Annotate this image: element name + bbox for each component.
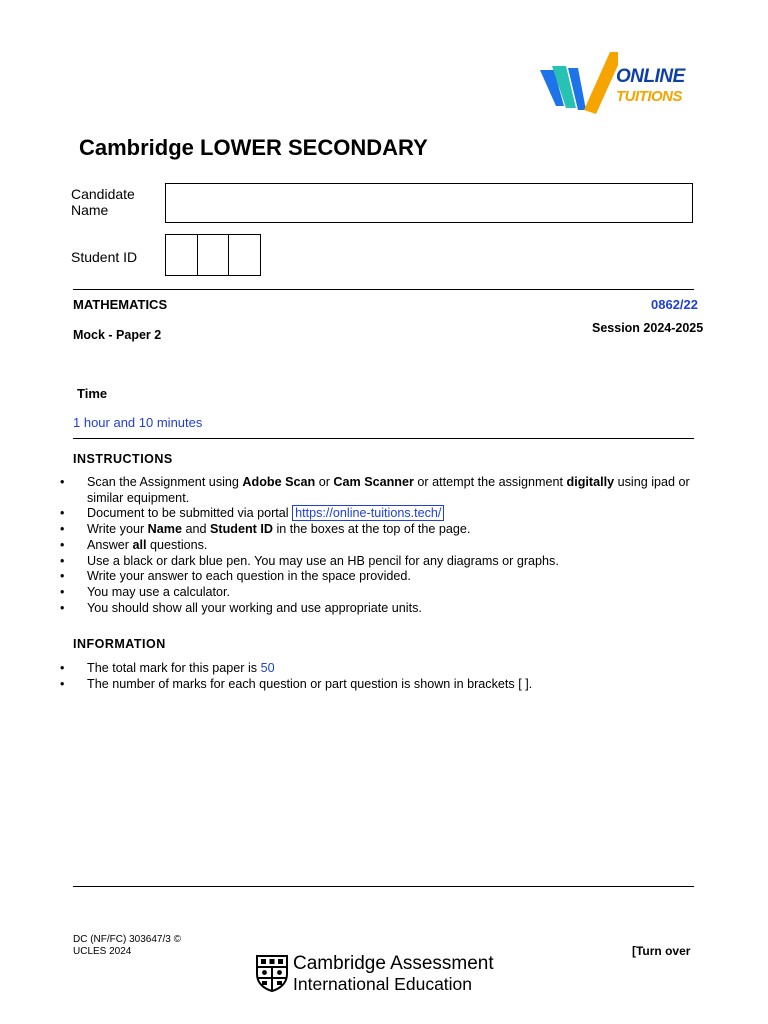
bullet: • [60,600,65,615]
bullet: • [60,584,65,599]
bullet: • [60,522,65,537]
logo-text-online: ONLINE [616,66,685,87]
instruction-bold: Name [147,522,182,537]
online-tuitions-w-icon [538,48,618,120]
instruction-text: You may use a calculator. [87,584,231,599]
instruction-text: Scan the Assignment using [87,475,243,489]
instruction-bold: Student ID [209,522,273,537]
student-id-cell[interactable] [166,235,198,275]
instruction-text: and [181,522,210,537]
list-item [60,554,700,570]
instruction-text: You should show all your working and use appropriate units. [87,600,422,615]
instruction-bold: Adobe Scan [242,475,316,489]
bullet: • [60,475,65,489]
list-item [60,661,700,677]
bullet: • [60,676,65,691]
instruction-text: in the boxes at the top of the page. [272,522,471,537]
footer-code-line2: UCLES 2024 [73,946,132,957]
footer-divider [73,886,694,887]
instruction-text: Use a black or dark blue pen. You may use an HB pencil for any diagrams or graphs. [87,553,559,568]
information-heading: INFORMATION [73,637,166,651]
instructions-heading: INSTRUCTIONS [73,452,173,466]
paper-title: Mock - Paper 2 [73,328,162,342]
bullet: • [60,537,65,552]
list-item [60,538,700,554]
information-text: The number of marks for each question or part question is shown in brackets [ ]. [87,676,533,691]
instruction-text: using ipad or similar equipment. [87,475,690,505]
bullet: • [60,661,65,675]
bullet: • [60,553,65,568]
bullet: • [60,506,65,521]
total-marks-value: 50 [260,661,275,675]
list-item [60,677,700,693]
page-title: Cambridge LOWER SECONDARY [79,135,428,160]
list-item [60,506,700,522]
list-item [60,601,700,617]
student-id-cell[interactable] [198,235,230,275]
paper-code: 0862/22 [651,297,698,312]
cambridge-logo-line1: Cambridge Assessment [293,953,494,974]
subject-title: MATHEMATICS [73,297,168,312]
cambridge-logo [255,954,500,994]
bullet: • [60,569,65,584]
list-item [60,585,700,601]
instruction-text: or [315,475,334,489]
instruction-text: or attempt the assignment [413,475,567,489]
footer-code-line1: DC (NF/FC) 303647/3 © [73,934,181,945]
instruction-bold: all [132,537,147,552]
list-item [60,475,700,506]
divider [73,289,694,290]
candidate-name-label-line2: Name [71,202,109,218]
logo-text-tuitions: TUITIONS [616,88,682,105]
cambridge-shield-icon [255,954,289,992]
candidate-name-field[interactable] [165,183,693,223]
turn-over-label: [Turn over [632,944,691,958]
instructions-list [60,475,700,616]
candidate-name-label-line1: Candidate [71,186,135,202]
footer-code [73,934,181,958]
instruction-text: Write your answer to each question in the space provided. [87,569,411,584]
divider [73,438,694,439]
instruction-text: Answer [87,537,133,552]
instruction-text: Document to be submitted via portal [87,506,293,521]
information-text: The total mark for this paper is [87,661,261,675]
time-label: Time [77,386,108,401]
cambridge-logo-line2: International Education [293,974,473,994]
student-id-field[interactable] [165,234,261,276]
list-item [60,569,700,585]
instruction-bold: Cam Scanner [333,475,414,489]
instruction-bold: digitally [566,475,615,489]
portal-link[interactable]: https://online-tuitions.tech/ [292,505,444,521]
list-item [60,522,700,538]
online-tuitions-logo [538,48,688,120]
student-id-cell[interactable] [229,235,260,275]
session-label: Session 2024-2025 [592,321,704,335]
instruction-text: Write your [87,522,148,537]
student-id-label: Student ID [71,249,138,265]
time-value: 1 hour and 10 minutes [73,415,203,430]
candidate-name-label [71,186,135,218]
instruction-text: questions. [146,537,208,552]
information-list [60,661,700,692]
